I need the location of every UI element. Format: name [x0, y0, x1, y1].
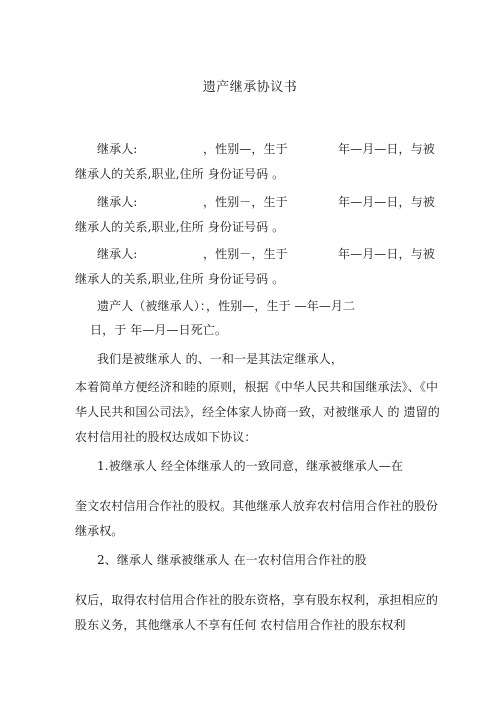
- heir-1-gender: ，性别—，生于: [203, 142, 288, 156]
- decedent-line-2: 日，于 年—月—日死亡。: [90, 323, 228, 337]
- heir-3-relation: 继承人的关系,职业,住所 身份证号码 。: [75, 272, 285, 286]
- preamble-line-2: 本着简单方便经济和睦的原则，根据《中华人民共和国继承法》、《中: [75, 380, 439, 394]
- document-title: 遗产继承协议书: [202, 80, 298, 95]
- heir-1-label: 继承人:: [97, 142, 138, 156]
- heir-1-relation: 继承人的关系,职业,住所 身份证号码 。: [75, 167, 285, 181]
- clause-2-line-3: 股东义务，其他继承人不享有任何 农村信用合作社的股东权利: [75, 618, 406, 632]
- decedent-line-1: 遗产人（被继承人）：，性别—，生于 —年—月二: [97, 299, 356, 313]
- heir-3-label: 继承人:: [97, 247, 138, 261]
- heir-2-date: 年—月—日，与被: [338, 195, 435, 209]
- clause-2-line-1: 2、继承人 继承被继承人 在一农村信用合作社的股: [97, 553, 367, 567]
- preamble-line-1: 我们是被继承人 的、一和一是其法定继承人，: [97, 352, 343, 366]
- clause-1-line-1: 1.被继承人 经全体继承人的一致同意，继承被继承人—在: [97, 459, 403, 473]
- heir-2-gender: ，性别－，生于: [203, 195, 288, 209]
- clause-1-line-3: 继承权。: [75, 524, 124, 538]
- preamble-line-4: 农村信用社的股权达成如下协议：: [75, 430, 257, 444]
- heir-2-label: 继承人:: [97, 195, 138, 209]
- heir-3-gender: ，性别－，生于: [203, 247, 288, 261]
- preamble-line-3: 华人民共和国公司法》，经全体家人协商一致，对被继承人 的 遗留的: [75, 405, 440, 419]
- heir-2-relation: 继承人的关系,职业,住所 身份证号码 。: [75, 220, 285, 234]
- clause-2-line-2: 权后，取得农村信用合作社的股东资格，享有股东权利，承担相应的: [75, 593, 439, 607]
- clause-1-line-2: 奎文农村信用合作社的股权。其他继承人放弃农村信用合作社的股份: [75, 499, 439, 513]
- heir-1-date: 年—月—日，与被: [338, 142, 435, 156]
- heir-3-date: 年—月—日，与被: [338, 247, 435, 261]
